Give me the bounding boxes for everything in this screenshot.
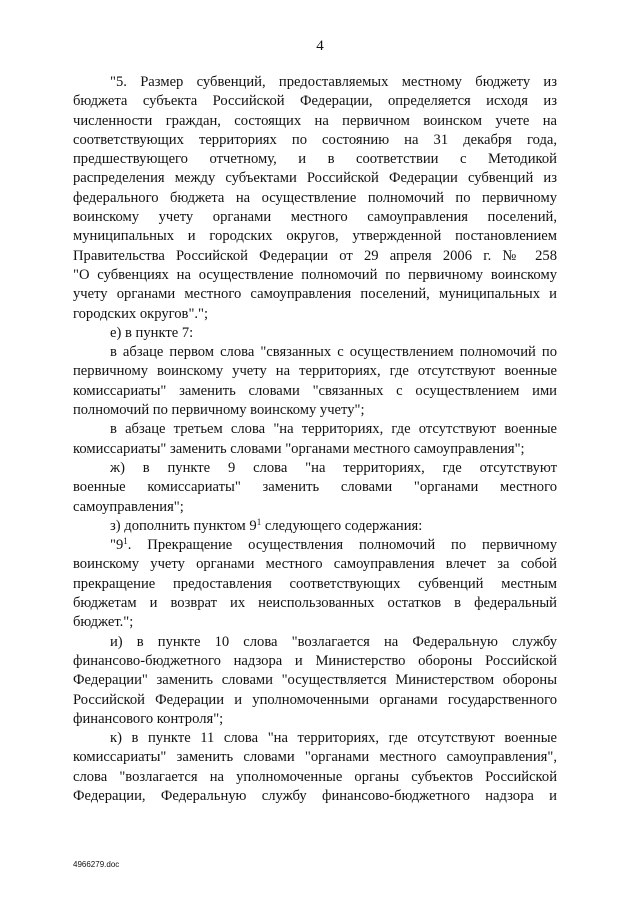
text-line <box>73 691 557 710</box>
text-line-content: и) в пункте 10 слова "возлагается на Федеральную службу <box>110 633 557 650</box>
text-line-continuation: . Прекращение осуществления полномочий по первичному <box>127 537 557 554</box>
text-line <box>73 555 557 574</box>
text-line-content: комиссариаты" заменить словами "органами местного самоуправления"; <box>73 440 525 457</box>
text-line <box>73 112 557 131</box>
text-line <box>73 478 557 497</box>
text-line <box>73 613 557 632</box>
text-line <box>73 362 557 381</box>
text-line-content: ж) в пункте 9 слова "на территориях, где отсутствуют <box>110 459 557 476</box>
text-line-content: прекращение предоставления соответствующих субвенций местным <box>73 575 557 592</box>
text-line-content: е) в пункте 7: <box>110 324 194 341</box>
text-line-continuation: следующего содержания: <box>261 517 423 534</box>
text-line <box>73 247 557 266</box>
text-line-content: распределения между субъектами Российской Федерации субвенций из <box>73 170 557 187</box>
text-line-content: предшествующего отчетному, и в соответствии с Методикой <box>73 151 557 168</box>
text-line-content: бюджета субъекта Российской Федерации, определяется исходя из <box>73 93 557 110</box>
text-line-content: военные комиссариаты" заменить словами "органами местного <box>73 479 557 496</box>
superscript: 1 <box>256 516 262 527</box>
text-line-content: в абзаце первом слова "связанных с осуществлением полномочий по <box>110 344 557 361</box>
text-line <box>73 227 557 246</box>
text-line <box>73 324 557 343</box>
text-line <box>73 633 557 652</box>
text-line-content: муниципальных и городских округов, утвержденной постановлением <box>73 228 557 245</box>
text-line-content: соответствующих территориях по состоянию на 31 декабря года, <box>73 131 557 148</box>
text-line <box>73 131 557 150</box>
text-line <box>73 748 557 767</box>
text-line <box>73 150 557 169</box>
text-line <box>73 382 557 401</box>
text-line-content: Федерации" заменить словами "осуществляется Министерством обороны <box>73 672 557 689</box>
text-line <box>73 208 557 227</box>
text-line <box>73 575 557 594</box>
text-line-content: финансово-бюджетного надзора и Министерство обороны Российской <box>73 652 557 669</box>
page-number: 4 <box>316 38 324 54</box>
text-line-content: бюджет."; <box>73 614 134 631</box>
text-line-content: "О субвенциях на осуществление полномочий по первичному воинскому <box>73 266 557 283</box>
text-line-content: финансового контроля"; <box>73 710 224 727</box>
text-line <box>73 517 557 536</box>
text-line-content: Правительства Российской Федерации от 29 апреля 2006 г. № 258 <box>73 247 557 264</box>
text-line-content: воинскому учету органами местного самоуправления влечет за собой <box>73 556 557 573</box>
text-line-content: "5. Размер субвенций, предоставляемых местному бюджету из <box>110 74 557 90</box>
body-text <box>73 73 557 806</box>
text-line <box>73 459 557 478</box>
text-line <box>73 652 557 671</box>
text-line <box>73 787 557 806</box>
text-line <box>73 498 557 517</box>
text-line-content: к) в пункте 11 слова "на территориях, где отсутствуют военные <box>110 730 557 747</box>
text-line <box>73 594 557 613</box>
text-line-content: федерального бюджета на осуществление полномочий по первичному <box>73 189 557 206</box>
text-line <box>73 729 557 748</box>
text-line-content: в абзаце третьем слова "на территориях, где отсутствуют военные <box>110 421 557 438</box>
text-line-content: городских округов"."; <box>73 305 209 322</box>
text-line <box>73 710 557 729</box>
text-line-content: первичному воинскому учету на территориях, где отсутствуют военные <box>73 363 557 380</box>
text-line-content: воинскому учету органами местного самоуправления поселений, <box>73 209 557 226</box>
text-line-content: слова "возлагается на уполномоченные органы субъектов Российской <box>73 768 557 785</box>
text-line-content: з) дополнить пунктом 9 <box>110 517 257 534</box>
text-line <box>73 285 557 304</box>
text-line-content: самоуправления"; <box>73 498 184 515</box>
text-line <box>73 266 557 285</box>
text-line-content: "9 <box>110 537 124 554</box>
text-line <box>73 401 557 420</box>
text-line <box>73 536 557 555</box>
text-line-content: численности граждан, состоящих на первичном воинском учете на <box>73 112 557 129</box>
text-line-content: полномочий по первичному воинскому учету"; <box>73 402 365 419</box>
text-line <box>73 92 557 111</box>
text-line <box>73 671 557 690</box>
text-line-content: Российской Федерации и уполномоченными органами государственного <box>73 691 557 708</box>
text-line-content: комиссариаты" заменить словами "органами местного самоуправления", <box>73 749 557 766</box>
text-line <box>73 343 557 362</box>
text-line <box>73 768 557 787</box>
footer-filename: 4966279.doc <box>73 860 120 869</box>
text-line <box>73 189 557 208</box>
text-line <box>73 420 557 439</box>
text-line <box>73 305 557 324</box>
text-line-content: Федерации, Федеральную службу финансово-бюджетного надзора и <box>73 787 557 804</box>
superscript: 1 <box>123 536 128 547</box>
text-line <box>73 440 557 459</box>
text-line-content: бюджетам и возврат их неиспользованных остатков в федеральный <box>73 595 557 612</box>
text-line-content: комиссариаты" заменить словами "связанных с осуществлением ими <box>73 382 557 399</box>
text-line <box>73 73 557 92</box>
text-line-content: учету органами местного самоуправления поселений, муниципальных и <box>73 286 557 303</box>
text-line <box>73 169 557 188</box>
